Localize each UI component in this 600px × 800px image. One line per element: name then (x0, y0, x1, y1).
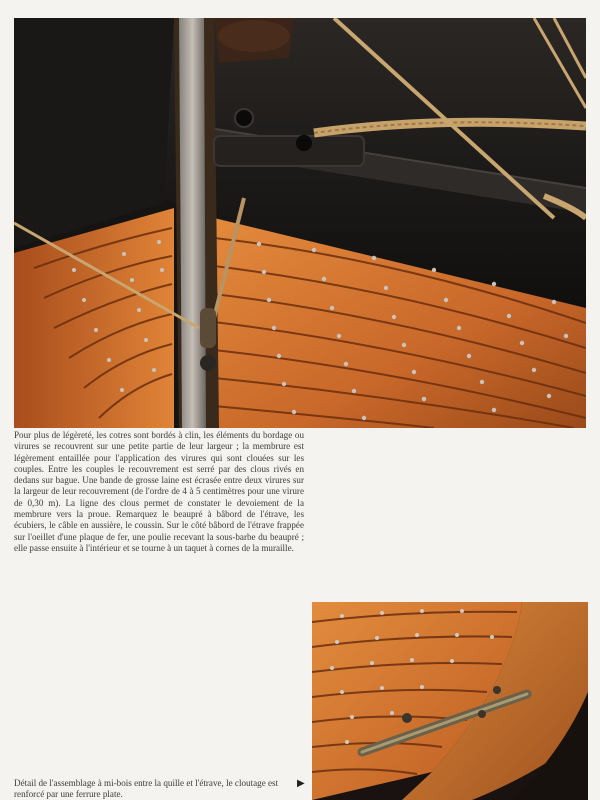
keel-stem-joint-photo (312, 602, 588, 800)
caption-arrow-icon: ▶ (297, 778, 305, 789)
body-paragraph: Pour plus de légèreté, les cotres sont bordés à clin, les éléments du bordage ou virures se recouvrent sur une petite partie de leur largeur ; la membrure est légèrement entaillée pour l'application des virures qui sont clouées sur les couples. Entre les couples le recouvrement est serré par des clous rivés en dedans sur bague. Une bande de grosse laine est écrasée entre deux virures sur la largeur de leur recouvrement (de l'ordre de 4 à 5 centimètres pour une virure de 0,30 m). La ligne des clous permet de constater le devoiement de la membrure vers la proue. Remarquez le beaupré à bâbord de l'étrave, les écubiers, le câble en aussière, le coussin. Sur le côté bâbord de l'étrave frappée sur l'oeillet d'une plaque de fer, une poulie recevant la sous-barbe du beaupré ; elle passe ensuite à l'intérieur et se tourne à un taquet à cornes de la muraille. (14, 430, 304, 553)
ship-bow-photo (14, 18, 586, 428)
photo-caption: Détail de l'assemblage à mi-bois entre la quille et l'étrave, le cloutage est renforcé par une ferrure plate. (14, 778, 279, 799)
